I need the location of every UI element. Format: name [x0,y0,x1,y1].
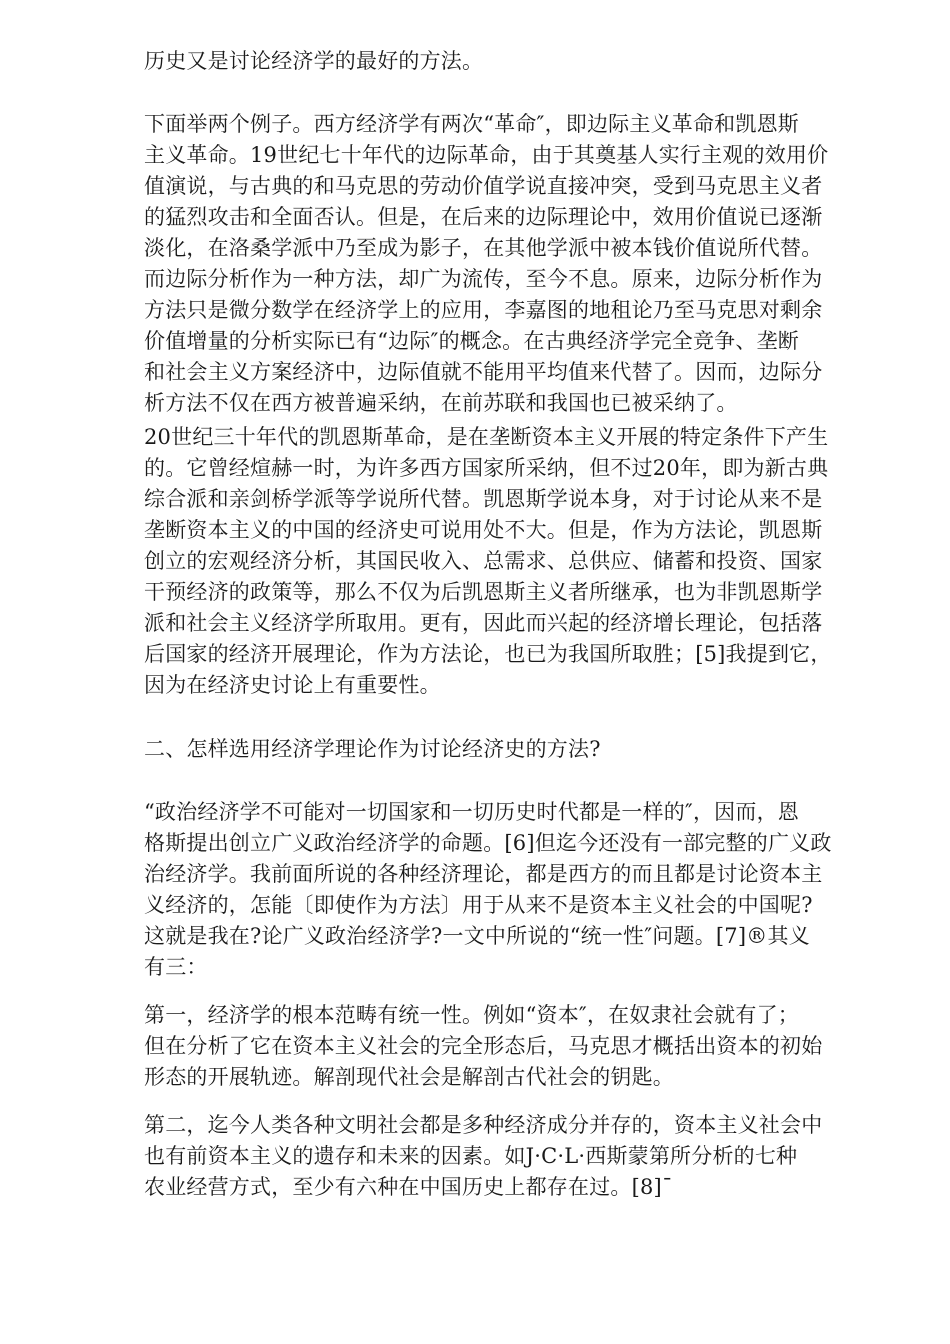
text-line: 主义革命。19世纪七十年代的边际革命，由于其奠基人实行主观的效用价 [144,143,829,167]
paragraph-keynesian-revolution [144,422,884,701]
text-line: 和社会主义方案经济中，边际值就不能用平均值来代替了。因而，边际分 [144,360,823,384]
text-line: 这就是我在?论广义政治经济学?一文中所说的“统一性″问题。[7]®其义 [144,924,810,948]
text-line: 的猛烈攻击和全面否认。但是，在后来的边际理论中，效用价值说已逐渐 [144,205,823,229]
text-line: 后国家的经济开展理论，作为方法论，也已为我国所取胜；[5]我提到它， [144,642,832,666]
text-line: 垄断资本主义的中国的经济史可说用处不大。但是，作为方法论，凯恩斯 [144,518,823,542]
text-line: 淡化，在洛桑学派中乃至成为影子，在其他学派中被本钱价值说所代替。 [144,236,823,260]
text-line: 但在分析了它在资本主义社会的完全形态后，马克思才概括出资本的初始 [144,1034,823,1058]
text-line: “政治经济学不可能对一切国家和一切历史时代都是一样的″，因而，恩 [144,800,799,824]
text-line: 派和社会主义经济学所取用。更有，因此而兴起的经济增长理论，包括落 [144,611,823,635]
text-line: 格斯提出创立广义政治经济学的命题。[6]但迄今还没有一部完整的广义政 [144,831,832,855]
heading-line: 二、怎样选用经济学理论作为讨论经济史的方法? [144,737,601,761]
text-line: 创立的宏观经济分析，其国民收入、总需求、总供应、储蓄和投资、国家 [144,549,823,573]
text-line: 析方法不仅在西方被普遍采纳，在前苏联和我国也已被采纳了。 [144,391,738,415]
paragraph-second-point [144,1110,884,1203]
paragraph-intro [144,46,884,77]
text-line: 历史又是讨论经济学的最好的方法。 [144,49,484,73]
text-line: 有三： [144,955,208,979]
text-line: 第二，迄今人类各种文明社会都是多种经济成分并存的，资本主义社会中 [144,1113,823,1137]
text-line: 形态的开展轨迹。解剖现代社会是解剖古代社会的钥匙。 [144,1065,674,1089]
paragraph-generalized-economics [144,797,884,983]
text-line: 也有前资本主义的遗存和未来的因素。如J·C·L·西斯蒙第所分析的七种 [144,1144,798,1168]
text-line: 方法只是微分数学在经济学上的应用，李嘉图的地租论乃至马克思对剩余 [144,298,823,322]
section-heading-2 [144,734,884,765]
text-line: 价值增量的分析实际已有“边际″的概念。在古典经济学完全竞争、垄断 [144,329,799,353]
text-line: 而边际分析作为一种方法，却广为流传，至今不息。原来，边际分析作为 [144,267,823,291]
text-line: 值演说，与古典的和马克思的劳动价值学说直接冲突，受到马克思主义者 [144,174,823,198]
text-line: 治经济学。我前面所说的各种经济理论，都是西方的而且都是讨论资本主 [144,862,823,886]
paragraph-first-point [144,1000,884,1093]
paragraph-marginal-revolution [144,109,884,419]
text-line: 20世纪三十年代的凯恩斯革命，是在垄断资本主义开展的特定条件下产生 [144,425,829,449]
text-line: 第一，经济学的根本范畴有统一性。例如“资本″，在奴隶社会就有了； [144,1003,799,1027]
text-line: 义经济的，怎能〔即使作为方法〕用于从来不是资本主义社会的中国呢? [144,893,813,917]
text-line: 综合派和亲剑桥学派等学说所代替。凯恩斯学说本身，对于讨论从来不是 [144,487,823,511]
text-line: 农业经营方式，至少有六种在中国历史上都存在过。[8]¯ [144,1175,673,1199]
text-line: 干预经济的政策等，那么不仅为后凯恩斯主义者所继承，也为非凯恩斯学 [144,580,823,604]
text-line: 的。它曾经煊赫一时，为许多西方国家所采纳，但不过20年，即为新古典 [144,456,829,480]
text-line: 下面举两个例子。西方经济学有两次“革命″，即边际主义革命和凯恩斯 [144,112,799,136]
text-line: 因为在经济史讨论上有重要性。 [144,673,441,697]
